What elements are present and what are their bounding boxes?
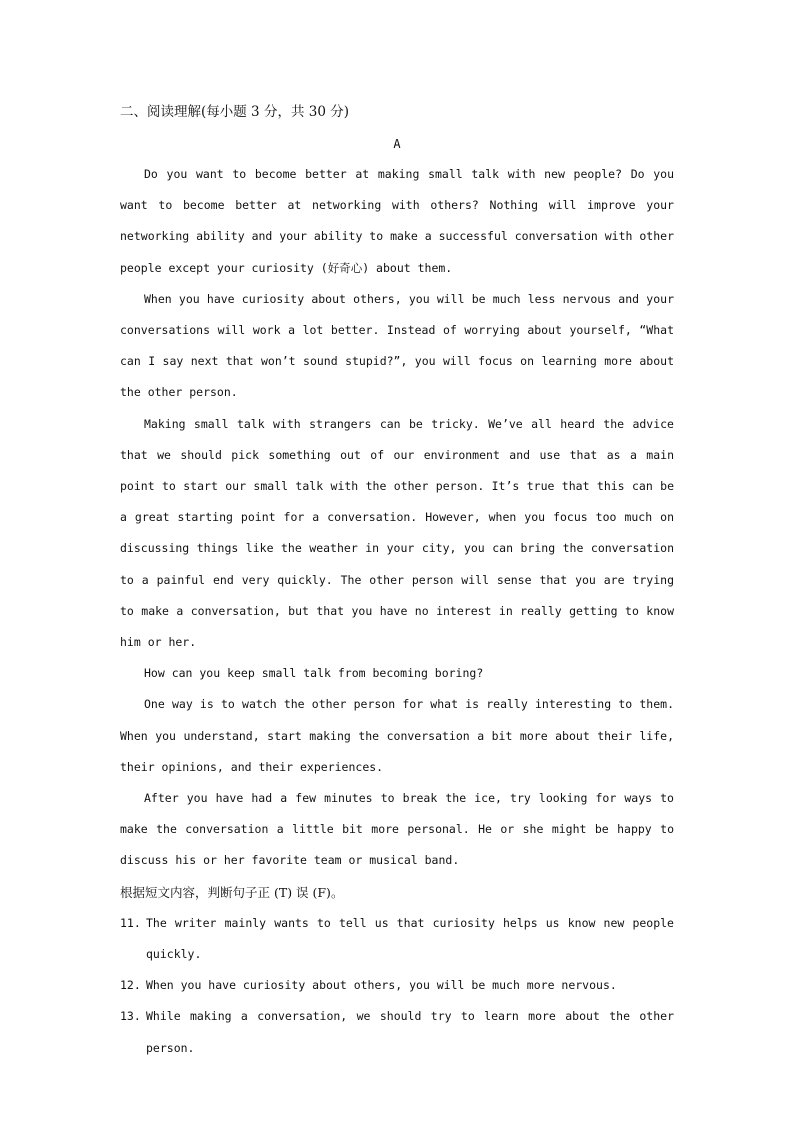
question-item xyxy=(120,1001,674,1063)
section-title: 二、阅读理解(每小题 3 分，共 30 分) xyxy=(120,104,349,120)
passage-paragraph-1: Do you want to become better at making small talk with new people? Do you want to become better at networking with others? Nothing will improve your networking ability and your ability to make a successful conversation with other people except your curiosity (好奇心) about them. xyxy=(120,167,674,275)
reading-passage xyxy=(120,159,674,1064)
passage-paragraph-6: After you have had a few minutes to break the ice, try looking for ways to make the conversation a little bit more personal. He or she might be happy to discuss his or her favorite team or musical band. xyxy=(120,791,674,868)
question-number: 11. xyxy=(120,915,141,930)
question-item xyxy=(120,908,674,970)
passage-paragraph-5: One way is to watch the other person for what is really interesting to them. When you understand, start making the conversation a bit more about their life, their opinions, and their experiences. xyxy=(120,697,674,774)
passage-paragraph-4: How can you keep small talk from becoming boring? xyxy=(144,666,484,681)
question-instruction: 根据短文内容，判断句子正 (T) 误 (F)。 xyxy=(120,884,344,900)
passage-paragraph-2: When you have curiosity about others, you will be much less nervous and your conversations will work a lot better. Instead of worrying about yourself, “What can I say next that won’t sound stupid?”, you will focus on learning more about the other person. xyxy=(120,291,674,400)
passage-paragraph-3: Making small talk with strangers can be tricky. We’ve all heard the advice that we should pick something out of our environment and use that as a main point to start our small talk with the other person. It’s true that this can be a great starting point for a conversation. However, when you focus too much on discussing things like the weather in your city, you can bring the conversation to a painful end very quickly. The other person will sense that you are trying to make a conversation, but that you have no interest in really getting to know him or her. xyxy=(120,416,674,650)
question-text: While making a conversation, we should try to learn more about the other person. xyxy=(146,1009,674,1055)
question-text: The writer mainly wants to tell us that curiosity helps us know new people quickly. xyxy=(146,915,674,962)
question-item xyxy=(120,970,674,1001)
question-number: 12. xyxy=(120,978,141,993)
question-text: When you have curiosity about others, you will be much more nervous. xyxy=(146,978,617,993)
passage-label: A xyxy=(393,137,401,151)
question-number: 13. xyxy=(120,1009,141,1024)
